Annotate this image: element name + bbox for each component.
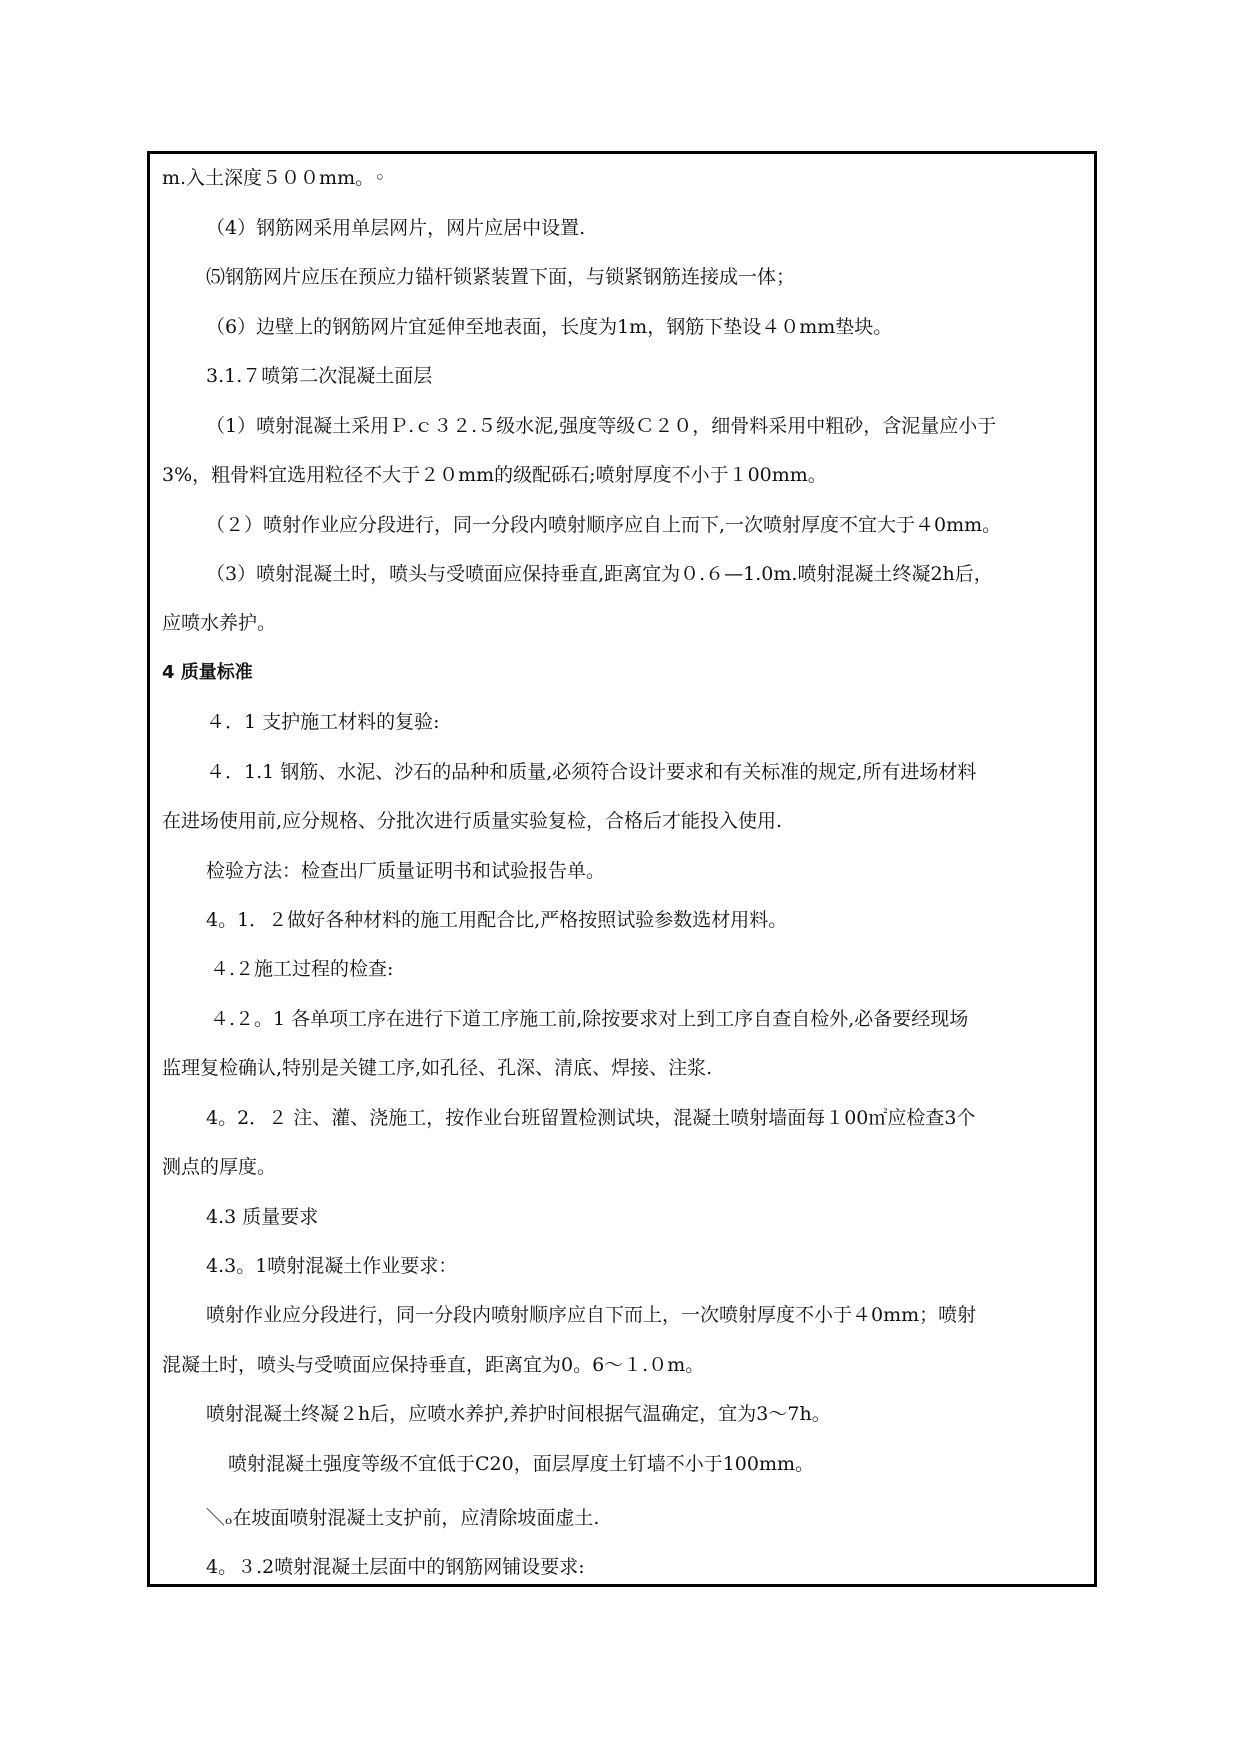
text-line-26: 喷射混凝土终凝２h后，应喷水养护,养护时间根据气温确定，宜为3～7h。 bbox=[206, 1403, 831, 1425]
text-line-15: 检验方法：检查出厂质量证明书和试验报告单。 bbox=[206, 860, 606, 882]
text-line-20: 4。2．２ 注、灌、浇施工，按作业台班留置检测试块，混凝土喷射墙面每１00㎡应检查3个 bbox=[206, 1107, 976, 1129]
text-line-23: 4.3。1喷射混凝土作业要求： bbox=[206, 1255, 458, 1277]
text-line-3: ⑸钢筋网片应压在预应力锚杆锁紧装置下面，与锁紧钢筋连接成一体； bbox=[206, 266, 796, 288]
section-heading-4: 4 质量标准 bbox=[162, 662, 253, 683]
text-line-28: ＼ₒ在坡面喷射混凝土支护前，应清除坡面虚土. bbox=[206, 1507, 600, 1529]
text-line-14: 在进场使用前,应分规格、分批次进行质量实验复检，合格后才能投入使用. bbox=[162, 810, 783, 832]
text-line-18: ４.２。1 各单项工序在进行下道工序施工前,除按要求对上到工序自查自检外,必备要经现场 bbox=[210, 1008, 969, 1030]
text-line-29: 4。３.2喷射混凝土层面中的钢筋网铺设要求: bbox=[206, 1556, 585, 1578]
text-line-8: （２）喷射作业应分段进行，同一分段内喷射顺序应自上而下,一次喷射厚度不宜大于４0mm。 bbox=[206, 514, 1002, 536]
text-line-22: 4.3 质量要求 bbox=[206, 1206, 319, 1228]
text-line-2: （4）钢筋网采用单层网片，网片应居中设置. bbox=[206, 217, 586, 239]
text-line-13: ４．1.1 钢筋、水泥、沙石的品种和质量,必须符合设计要求和有关标准的规定,所有进场材料 bbox=[206, 761, 977, 783]
text-line-6: （1）喷射混凝土采用Ｐ.ｃ３２.５级水泥,强度等级Ｃ２０，细骨料采用中粗砂，含泥量应小于 bbox=[206, 415, 997, 437]
text-line-16: 4。1．２做好各种材料的施工用配合比,严格按照试验参数选材用料。 bbox=[206, 909, 788, 931]
text-line-24: 喷射作业应分段进行，同一分段内喷射顺序应自下而上，一次喷射厚度不小于４0mm；喷射 bbox=[206, 1304, 977, 1326]
text-line-12: ４．1 支护施工材料的复验: bbox=[206, 711, 440, 733]
text-line-7: 3%，粗骨料宜选用粒径不大于２０mm的级配砾石;喷射厚度不小于１00mm。 bbox=[162, 464, 827, 486]
text-line-9: （3）喷射混凝土时，喷头与受喷面应保持垂直,距离宜为０.６—1.0m.喷射混凝土终凝2h后， bbox=[206, 563, 993, 585]
text-line-21: 测点的厚度。 bbox=[162, 1156, 277, 1178]
text-line-19: 监理复检确认,特别是关键工序,如孔径、孔深、清底、焊接、注浆. bbox=[162, 1057, 713, 1079]
text-line-4: （6）边壁上的钢筋网片宜延伸至地表面，长度为1m，钢筋下垫设４０mm垫块。 bbox=[206, 316, 893, 338]
text-line-5: 3.1.７喷第二次混凝土面层 bbox=[206, 365, 433, 387]
text-line-27: 喷射混凝土强度等级不宜低于C20，面层厚度土钉墙不小于100mm。 bbox=[228, 1453, 815, 1475]
text-line-25: 混凝土时，喷头与受喷面应保持垂直，距离宜为0。6～１.０m。 bbox=[162, 1354, 705, 1376]
text-line-17: ４.２施工过程的检查: bbox=[210, 958, 394, 980]
text-line-1: m.入土深度５００mm。◦ bbox=[162, 167, 386, 189]
text-line-10: 应喷水养护。 bbox=[162, 612, 277, 634]
